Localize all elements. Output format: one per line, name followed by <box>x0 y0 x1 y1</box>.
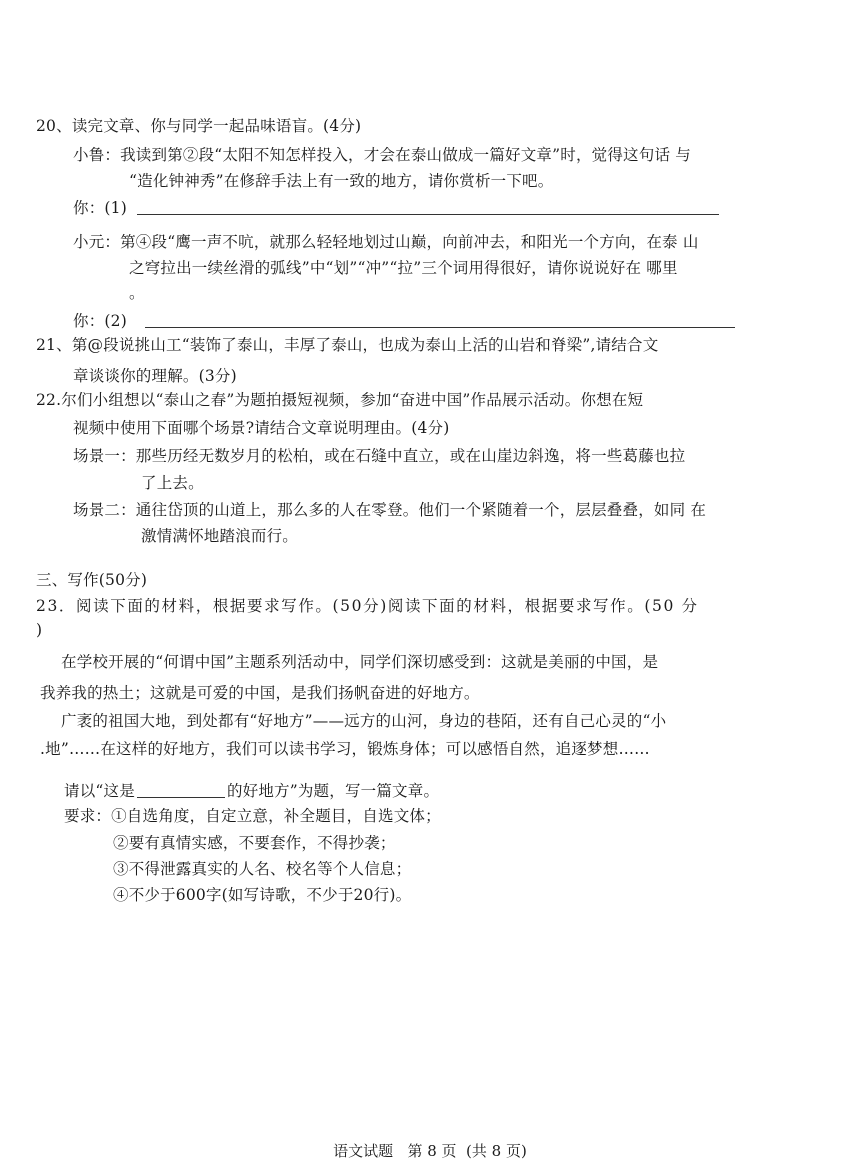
q20-xiaoyuan-line2: 之穹拉出一续丝滑的弧线”中“划”“冲”“拉”三个词用得很好，请你说说好在 哪里 <box>129 259 678 277</box>
material-p2-line2: .地”……在这样的好地方，我们可以读书学习，锻炼身体；可以感悟自然，追逐梦想…… <box>40 740 650 758</box>
q22-line1: 22.尔们小组想以“泰山之春”为题拍摄短视频，参加“奋进中国”作品展示活动。你想在短 <box>36 391 644 409</box>
requirement-4: ④不少于600字(如写诗歌，不少于20行)。 <box>113 886 412 904</box>
q22-scene1-line1: 场景一：那些历经无数岁月的松柏，或在石缝中直立，或在山崖边斜逸，将一些葛藤也拉 <box>73 447 686 465</box>
material-p1-line1: 在学校开展的“何谓中国”主题系列活动中，同学们深切感受到：这就是美丽的中国，是 <box>61 653 659 671</box>
q23-line1: 23．阅读下面的材料，根据要求写作。(50分)阅读下面的材料，根据要求写作。(50 分 <box>36 597 699 615</box>
title-blank[interactable] <box>137 783 225 798</box>
q22-scene1-line2: 了上去。 <box>141 474 204 492</box>
prompt-suffix: 的好地方”为题，写一篇文章。 <box>226 782 440 800</box>
requirement-1: 要求：①自选角度，自定立意，补全题目，自选文体； <box>64 807 441 825</box>
material-p1-line2: 我养我的热土；这就是可爱的中国，是我们扬帆奋进的好地方。 <box>40 684 480 702</box>
q22-scene2-line2: 激情满怀地踏浪而行。 <box>141 527 299 545</box>
q20-xiaolu-line1: 小鲁：我读到第②段“太阳不知怎样投入，才会在泰山做成一篇好文章”时，觉得这句话 与 <box>73 146 691 164</box>
q22-scene2-line1: 场景二：通往岱顶的山道上，那么多的人在零登。他们一个紧随着一个，层层叠叠，如同 在 <box>73 501 707 519</box>
q20-answer2-label: 你：(2) <box>73 312 127 330</box>
page-footer: 语文试题 第 8 页 (共 8 页) <box>333 1142 527 1160</box>
requirement-2: ②要有真情实感，不要套作，不得抄袭； <box>113 834 396 852</box>
prompt-prefix: 请以“这是 <box>64 782 135 800</box>
q21-line2: 章谈谈你的理解。(3分) <box>73 367 237 385</box>
q20-answer1-label: 你：(1) <box>73 199 127 217</box>
q21-line1: 21、第@段说挑山工“装饰了泰山，丰厚了泰山，也成为泰山上活的山岩和脊梁”,请结合文 <box>36 336 659 354</box>
q22-line2: 视频中使用下面哪个场景?请结合文章说明理由。(4分) <box>73 419 450 437</box>
q20-answer2-blank[interactable] <box>145 327 735 328</box>
q20-xiaolu-line2: “造化钟神秀”在修辞手法上有一致的地方，请你赏析一下吧。 <box>129 172 554 190</box>
q20-xiaoyuan-line1: 小元：第④段“鹰一声不吭，就那么轻轻地划过山巅，向前冲去，和阳光一个方向，在泰 山 <box>73 233 699 251</box>
material-p2-line1: 广袤的祖国大地，到处都有“好地方”——远方的山河，身边的巷陌，还有自己心灵的“小 <box>61 712 667 730</box>
q20-xiaoyuan-line3: 。 <box>129 284 145 302</box>
section3-heading: 三、写作(50分) <box>36 571 148 589</box>
q20-title: 20、读完文章、你与同学一起品味语盲。(4分) <box>36 117 362 135</box>
q20-answer1-blank[interactable] <box>137 214 719 215</box>
requirement-3: ③不得泄露真实的人名、校名等个人信息； <box>113 860 412 878</box>
writing-prompt <box>64 781 439 801</box>
q23-line2: ) <box>36 621 43 639</box>
